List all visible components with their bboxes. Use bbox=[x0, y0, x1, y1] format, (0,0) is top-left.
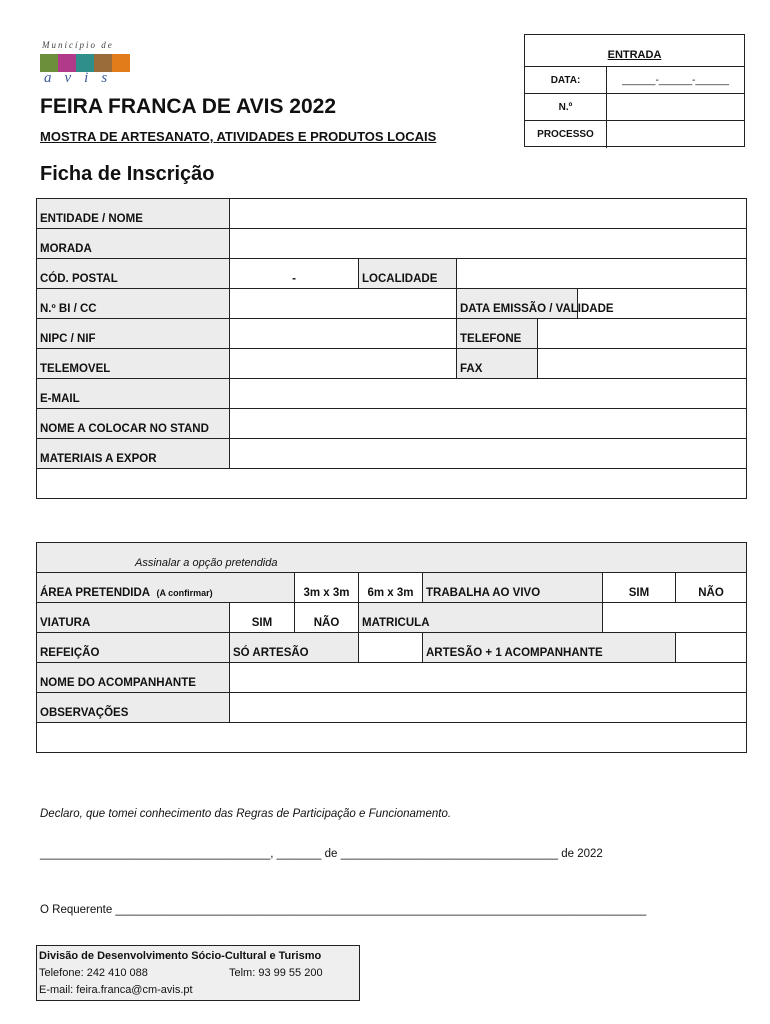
entrada-row-processo bbox=[525, 120, 744, 148]
telemovel-label: TELEMOVEL bbox=[37, 349, 230, 379]
trabalha-label: TRABALHA AO VIVO bbox=[423, 573, 603, 603]
row-refeicao bbox=[37, 633, 747, 663]
artesao-acomp-label: ARTESÃO + 1 ACOMPANHANTE bbox=[423, 633, 676, 663]
row-viatura bbox=[37, 603, 747, 633]
entidade-field[interactable] bbox=[230, 199, 747, 229]
row-nome-acomp bbox=[37, 663, 747, 693]
fax-label: FAX bbox=[457, 349, 538, 379]
entrada-processo-label: PROCESSO bbox=[525, 121, 607, 148]
row-observacoes bbox=[37, 693, 747, 723]
row-email bbox=[37, 379, 747, 409]
form-title: Ficha de Inscrição bbox=[40, 163, 215, 185]
so-artesao-field[interactable] bbox=[359, 633, 423, 663]
logo-top-text: Município de bbox=[42, 40, 114, 50]
nome-acomp-label: NOME DO ACOMPANHANTE bbox=[37, 663, 230, 693]
page-title: FEIRA FRANCA DE AVIS 2022 bbox=[40, 95, 336, 118]
nipc-label: NIPC / NIF bbox=[37, 319, 230, 349]
materiais-field-extra[interactable] bbox=[37, 469, 747, 499]
localidade-field[interactable] bbox=[457, 259, 747, 289]
matricula-field[interactable] bbox=[603, 603, 747, 633]
entrada-data-field[interactable]: ______-______-______ bbox=[622, 75, 729, 86]
opcoes-table bbox=[36, 542, 747, 753]
fax-field[interactable] bbox=[538, 349, 747, 379]
localidade-label: LOCALIDADE bbox=[359, 259, 457, 289]
bi-cc-field[interactable] bbox=[230, 289, 457, 319]
row-nome-stand bbox=[37, 409, 747, 439]
nome-acomp-field[interactable] bbox=[230, 663, 747, 693]
entrada-numero-field[interactable] bbox=[607, 94, 744, 121]
so-artesao-label: SÓ ARTESÃO bbox=[230, 633, 359, 663]
entrada-processo-field[interactable] bbox=[607, 121, 744, 148]
viatura-sim[interactable]: SIM bbox=[230, 603, 295, 633]
row-telemovel bbox=[37, 349, 747, 379]
entrada-numero-label: N.º bbox=[525, 94, 607, 121]
row-nipc bbox=[37, 319, 747, 349]
matricula-label: MATRICULA bbox=[359, 603, 603, 633]
row-entidade bbox=[37, 199, 747, 229]
contact-telefone: Telefone: 242 410 088 bbox=[39, 967, 148, 979]
observacoes-field-extra[interactable] bbox=[37, 723, 747, 753]
requerente-line[interactable]: O Requerente ___________________________________________________________________________________ bbox=[40, 904, 647, 916]
refeicao-label: REFEIÇÃO bbox=[37, 633, 230, 663]
page-subtitle: MOSTRA DE ARTESANATO, ATIVIDADES E PRODUTOS LOCAIS bbox=[40, 129, 437, 144]
area-label-text: ÁREA PRETENDIDA bbox=[40, 587, 151, 599]
morada-label: MORADA bbox=[37, 229, 230, 259]
entrada-box bbox=[524, 34, 745, 147]
row-note bbox=[37, 543, 747, 573]
area-opt-3x3[interactable]: 3m x 3m bbox=[295, 573, 359, 603]
viatura-nao[interactable]: NÃO bbox=[295, 603, 359, 633]
contact-email[interactable]: E-mail: feira.franca@cm-avis.pt bbox=[39, 984, 193, 996]
entrada-row-numero bbox=[525, 93, 744, 121]
telefone-field[interactable] bbox=[538, 319, 747, 349]
entrada-title: ENTRADA bbox=[607, 49, 662, 61]
row-observacoes-extra bbox=[37, 723, 747, 753]
row-materiais-extra bbox=[37, 469, 747, 499]
area-label bbox=[37, 573, 295, 603]
observacoes-label: OBSERVAÇÕES bbox=[37, 693, 230, 723]
opcoes-note: Assinalar a opção pretendida bbox=[37, 543, 747, 573]
area-opt-6x3[interactable]: 6m x 3m bbox=[359, 573, 423, 603]
row-area bbox=[37, 573, 747, 603]
area-note: (A confirmar) bbox=[156, 588, 213, 598]
observacoes-field[interactable] bbox=[230, 693, 747, 723]
declaracao-text: Declaro, que tomei conhecimento das Regras de Participação e Funcionamento. bbox=[40, 808, 452, 820]
entidade-label: ENTIDADE / NOME bbox=[37, 199, 230, 229]
viatura-label: VIATURA bbox=[37, 603, 230, 633]
contact-box bbox=[36, 945, 360, 1001]
row-cod-postal bbox=[37, 259, 747, 289]
row-materiais bbox=[37, 439, 747, 469]
identificacao-table bbox=[36, 198, 747, 499]
trabalha-nao[interactable]: NÃO bbox=[676, 573, 747, 603]
row-bi bbox=[37, 289, 747, 319]
nome-stand-label: NOME A COLOCAR NO STAND bbox=[37, 409, 230, 439]
contact-telm: Telm: 93 99 55 200 bbox=[229, 967, 323, 979]
entrada-row-data bbox=[525, 66, 744, 94]
nipc-field[interactable] bbox=[230, 319, 457, 349]
data-emissao-label: DATA EMISSÃO / VALIDADE bbox=[457, 289, 578, 319]
cod-postal-label: CÓD. POSTAL bbox=[37, 259, 230, 289]
morada-field[interactable] bbox=[230, 229, 747, 259]
contact-division: Divisão de Desenvolvimento Sócio-Cultural e Turismo bbox=[39, 950, 322, 962]
artesao-acomp-field[interactable] bbox=[676, 633, 747, 663]
date-line[interactable]: ____________________________________, _______ de __________________________________ de 2022 bbox=[40, 848, 603, 860]
telemovel-field[interactable] bbox=[230, 349, 457, 379]
row-morada bbox=[37, 229, 747, 259]
telefone-label: TELEFONE bbox=[457, 319, 538, 349]
cod-postal-field[interactable]: - bbox=[230, 259, 359, 289]
materiais-field[interactable] bbox=[230, 439, 747, 469]
trabalha-sim[interactable]: SIM bbox=[603, 573, 676, 603]
email-label: E-MAIL bbox=[37, 379, 230, 409]
bi-cc-label: N.º BI / CC bbox=[37, 289, 230, 319]
entrada-data-label: DATA: bbox=[525, 67, 607, 94]
logo-word: avis bbox=[44, 70, 121, 86]
email-field[interactable] bbox=[230, 379, 747, 409]
nome-stand-field[interactable] bbox=[230, 409, 747, 439]
materiais-label: MATERIAIS A EXPOR bbox=[37, 439, 230, 469]
